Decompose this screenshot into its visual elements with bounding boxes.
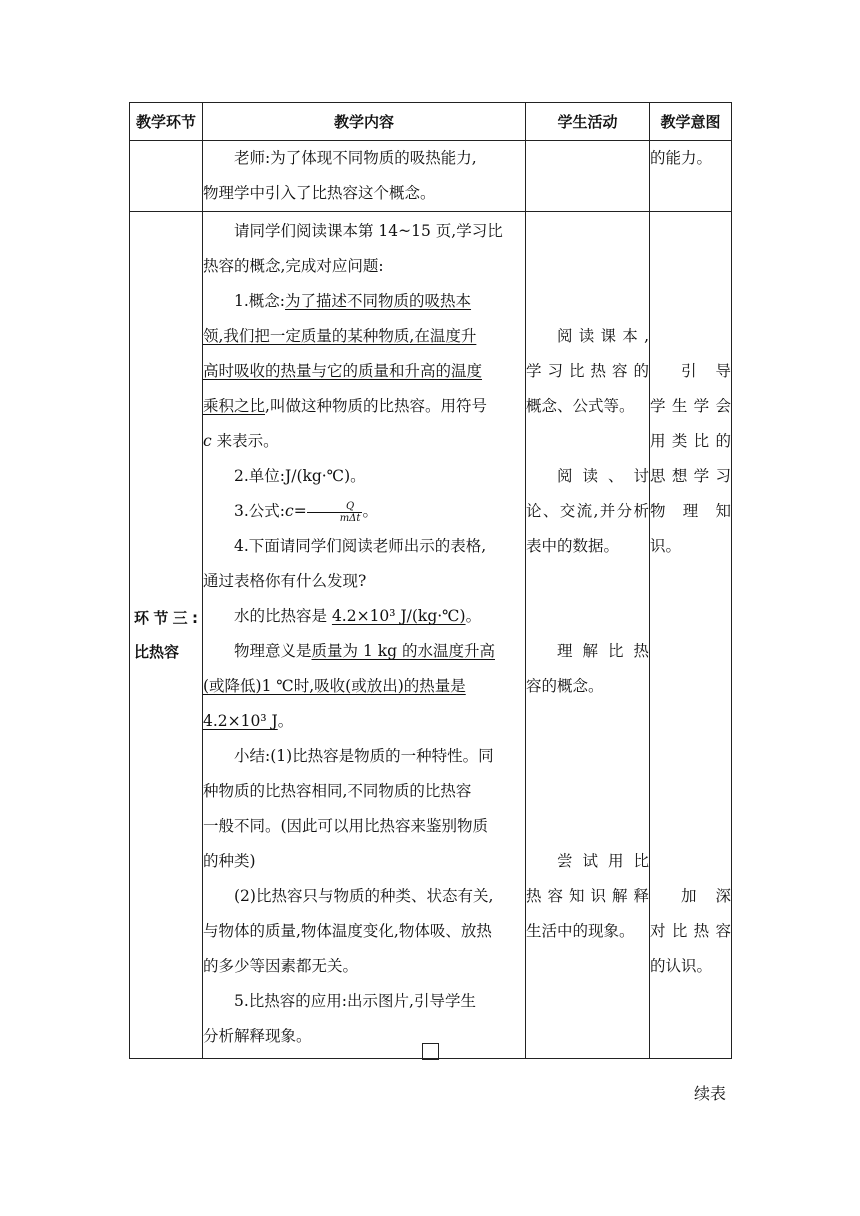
activity-line: 尝试用比 bbox=[557, 852, 649, 870]
activity-understand bbox=[526, 634, 649, 704]
application-line: 分析解释现象。 bbox=[203, 1027, 312, 1045]
intent-line: 引导 bbox=[681, 362, 731, 380]
concept-line bbox=[203, 424, 525, 459]
meaning-prefix: 物理意义是 bbox=[234, 642, 312, 660]
formula-denominator: mΔt bbox=[339, 512, 361, 524]
meaning-underlined: 质量为 1 kg 的水温度升高 bbox=[311, 642, 495, 660]
row1-stage bbox=[130, 141, 203, 212]
header-row bbox=[130, 103, 732, 141]
row1-content-line: 老师:为了体现不同物质的吸热能力, bbox=[234, 149, 477, 167]
stage-three-cell bbox=[130, 212, 203, 1059]
application-line: 5.比热容的应用:出示图片,引导学生 bbox=[234, 992, 476, 1010]
content-line: 热容的概念,完成对应问题: bbox=[203, 257, 384, 275]
activity-line: 论、交流,并分析 bbox=[526, 502, 649, 520]
formula-fraction bbox=[307, 501, 363, 524]
content-line: 通过表格你有什么发现? bbox=[203, 572, 367, 590]
row-stage-three bbox=[130, 212, 732, 1059]
concept-underlined: 乘积之比 bbox=[203, 397, 266, 415]
stage-three-label: 环节三: bbox=[134, 609, 198, 627]
meaning-line bbox=[203, 669, 525, 704]
summary2-line: 与物体的质量,物体温度变化,物体吸、放热 bbox=[203, 922, 492, 940]
row1-content-line: 物理学中引入了比热容这个概念。 bbox=[203, 184, 436, 202]
lesson-plan-table bbox=[129, 102, 732, 1059]
concept-line bbox=[203, 354, 525, 389]
concept-suffix: ,叫做这种物质的比热容。用符号 bbox=[265, 397, 487, 415]
formula-numerator: Q bbox=[307, 501, 363, 513]
intent-line: 用类比的 bbox=[650, 432, 731, 450]
formula-eq: = bbox=[293, 502, 307, 520]
row1-intent: 的能力。 bbox=[650, 141, 732, 212]
concept-underlined: 为了描述不同物质的吸热本 bbox=[285, 292, 472, 310]
stage-three-title: 比热容 bbox=[134, 643, 180, 661]
intent-line: 对比热容 bbox=[650, 922, 731, 940]
concept-underlined: 高时吸收的热量与它的质量和升高的温度 bbox=[203, 362, 483, 380]
stage-three-intents bbox=[650, 212, 732, 1059]
content-line: 4.下面请同学们阅读老师出示的表格, bbox=[234, 537, 487, 555]
header-activity: 学生活动 bbox=[526, 103, 650, 141]
activity-line: 热容知识解释 bbox=[526, 887, 649, 905]
concept-prefix: 1.概念: bbox=[234, 292, 286, 310]
activity-line: 概念、公式等。 bbox=[526, 397, 635, 415]
meaning-line bbox=[203, 704, 525, 739]
symbol-c: c bbox=[203, 432, 212, 450]
activity-discuss bbox=[526, 459, 649, 564]
activity-line: 表中的数据。 bbox=[526, 537, 620, 555]
intent-line: 识。 bbox=[650, 537, 682, 555]
stage-three-content bbox=[203, 212, 526, 1059]
concept-line bbox=[203, 319, 525, 354]
concept-line bbox=[203, 284, 525, 319]
activity-line: 容的概念。 bbox=[526, 677, 604, 695]
concept-line bbox=[203, 389, 525, 424]
activity-line: 阅读课本, bbox=[557, 327, 649, 345]
formula-prefix: 3.公式: bbox=[234, 502, 286, 520]
meaning-underlined: (或降低)1 ℃时,吸收(或放出)的热量是 bbox=[203, 677, 466, 695]
water-value: 4.2×10³ J/(kg·℃) bbox=[331, 607, 466, 625]
row1-activity bbox=[526, 141, 650, 212]
meaning-suffix: 。 bbox=[277, 712, 294, 730]
intent-line: 物理知 bbox=[650, 502, 731, 520]
water-prefix: 水的比热容是 bbox=[234, 607, 332, 625]
intent-line: 思想学习 bbox=[650, 467, 731, 485]
summary2-line: (2)比热容只与物质的种类、状态有关, bbox=[234, 887, 494, 905]
symbol-suffix: 来表示。 bbox=[211, 432, 279, 450]
activity-read bbox=[526, 319, 649, 424]
stage-three-activities bbox=[526, 212, 650, 1059]
formula-c: c bbox=[285, 502, 294, 520]
header-content: 教学内容 bbox=[203, 103, 526, 141]
activity-apply bbox=[526, 844, 649, 949]
summary-line: 种物质的比热容相同,不同物质的比热容 bbox=[203, 782, 472, 800]
summary2-line: 的多少等因素都无关。 bbox=[203, 957, 359, 975]
intent-line: 加深 bbox=[681, 887, 731, 905]
intent-deepen bbox=[650, 879, 731, 984]
header-stage: 教学环节 bbox=[130, 103, 203, 141]
intent-analogy bbox=[650, 354, 731, 564]
summary-line: 小结:(1)比热容是物质的一种特性。同 bbox=[234, 747, 494, 765]
row1-content bbox=[203, 141, 526, 212]
activity-line: 理解比热 bbox=[557, 642, 649, 660]
concept-underlined: 领,我们把一定质量的某种物质,在温度升 bbox=[203, 327, 477, 345]
unit-line: 2.单位:J/(kg·℃)。 bbox=[234, 467, 366, 485]
intent-line: 的认识。 bbox=[650, 957, 713, 975]
formula-suffix: 。 bbox=[362, 502, 378, 520]
intent-line: 学生学会 bbox=[650, 397, 731, 415]
summary-line: 一般不同。(因此可以用比热容来鉴别物质 bbox=[203, 817, 489, 835]
content-line: 请同学们阅读课本第 14~15 页,学习比 bbox=[234, 222, 503, 240]
activity-line: 生活中的现象。 bbox=[526, 922, 635, 940]
row-continued bbox=[130, 141, 732, 212]
placeholder-square-icon bbox=[422, 1043, 439, 1060]
summary-line: 的种类) bbox=[203, 852, 256, 870]
activity-line: 阅读、讨 bbox=[557, 467, 649, 485]
header-intent: 教学意图 bbox=[650, 103, 732, 141]
water-suffix: 。 bbox=[465, 607, 482, 625]
water-line bbox=[203, 599, 525, 634]
meaning-underlined: 4.2×10³ J bbox=[203, 712, 278, 730]
formula-line bbox=[203, 494, 525, 529]
continued-label: 续表 bbox=[694, 1084, 727, 1103]
activity-line: 学习比热容的 bbox=[526, 362, 649, 380]
meaning-line bbox=[203, 634, 525, 669]
